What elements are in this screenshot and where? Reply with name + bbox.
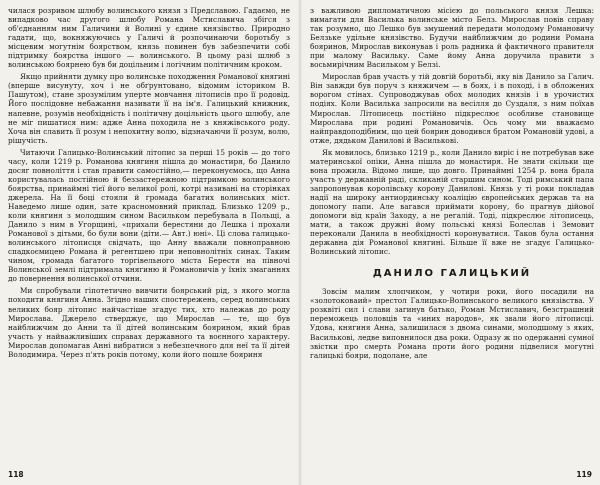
paragraph: Мирослав брав участь у тій довгій боротьбі, яку вів Данило за Галич. Він завжди був поруч з княжичем — в боях, і в поході, і в обложених ворогом стінах. Супроводжував обох молодих князів і в урочистих подіях. Коли Василька запросили на весілля до Суздаля, з ним поїхав Мирослав. Літописець постійно підкреслює особливе становище Мирослава при родині Романовичів. Ось чому ми вважаємо найправдоподібним, що цей боярин доводився братом Романовій удові, а отже, дядьком Данилові й Василькові. (310, 72, 594, 145)
paragraph: Читаючи Галицько-Волинський літопис за перші 15 років — до того часу, коли 1219 р. Романова княгиня пішла до монастиря, бо Данило досяг повноліття і став правити самостійно,— переконуємось, що Анна користувалась постійною й беззастережною підтримкою волинського боярства, принаймні тієї його великої ролі, котрі називані на сторінках джерела. На її боці стояли й громада багатих волинських міст. Наведемо лише один, зате красномовний приклад. Близько 1209 р., коли княгиня з молодшим сином Васильком перебувала в Польщі, а Данило з ним в Угорщині, «прихали берестяни до Лешка і прохали Романової з дітьми, бо були вони (діти.— Авт.) юні». Ці слова галицько-волинського літописця свідчать, що Анну вважали повноправною спадкоємицею Романа й регентшею при неповнолітніх синах. Таким чином, громада багатого торгівельного міста Берестя на півночі Волинської землі підтримала княгиню й Романовичів у їхніх змаганнях до повернення волинської отчини. (8, 147, 290, 284)
paragraph: з важливою дипломатичною місією до польського князя Лешка: вимагати для Василька волинське місто Белз. Мирослав повів справу так розумно, що Лешко був змушений передати молодому Романовичу Белзьке удільне князівство. Будучи найближчим до родини Романа бояринов, Мирослав виконував і роль радника й фактичного правителя при малому Васильку. Саме йому Анна доручила правити з восьмирічним Васильком у Белзі. (310, 6, 594, 70)
right-page (304, 0, 600, 485)
section-heading: ДАНИЛО ГАЛИЦЬКИЙ (372, 268, 532, 280)
paragraph: Ми спробували гіпотетично вивчити боярський рід, з якого могла походити княгиня Анна. Згідно наших спостережень, серед волинських великих бояр літопис найчастіше згадує тих, хто належав до роду Мирослава. Джерело стверджує, що Мирослав — те, що був найближчим до Анни та її дітей волинським боярином, який брав участь у найважливіших справах державного та воєнного характеру. Мирослав допомагав Анні вибратися з небезпечного для неї та її дітей Володимира. Через п'ять років потому, коли його пошле бояриня (8, 286, 290, 359)
page-number: 119 (576, 470, 592, 479)
paragraph: Зовсім малим хлопчиком, у чотири роки, його посадили на «золотоковаий» престол Галицько-Волинського великого князівства. У розквіті сил і слави загинув батько, Роман Мстиславич, безстрашний переможець половців та «иних народов», як звали його літописці. Удова, княгиня Анна, залишилася з двома синами, молодшому з яких, Васильковi, ледве виповнилося два роки. Одразу ж по одержанні сумної звістки про смерть Романа проти його родини підвелися могутні галицькі бояри, подолане, але (310, 287, 594, 360)
paragraph: Як мовилось, близько 1219 р., коли Данило виріс і не потребував вже материнської опіки, Анна пішла до монастиря. Не знати скільки ще вона прожила. Відомо лише, що довго. Принаймні 1254 р. вона брала участь у державній раді, скликаній старшим сином. Тоді римський папа запропонував королівську корону Данилові. Князь у ті роки покладав надії на широку антиординську коаліцію європейських держав та на допомогу папи. Але вагався приймати корону, бо прагнув дійової допомоги від країн Заходу, а не регалій. Тоді, підкреслює літописець, мати, а також дружні йому польські князі Болеслав і Земовит переконали Данила в необхідності коронуватися. Таков була остання державна дія Романової княгині. Більше її вже не згадує Галицько-Волинський літопис. (310, 147, 594, 257)
left-page (0, 0, 296, 485)
book-gutter (298, 0, 302, 485)
paragraph: Якщо прийняти думку про волинське походження Романової княгині (вперше висунуту, хоч і не обґрунтовано, відомим істориком В. Пашутом), стане зрозумілим уперте мовчання літописів про її родовід. Його послідовне небажання називати її на ім'я. Галицький книжник, напевне, розумів необхідність і політичну доцільність цього шлюбу, але не міг пишатися ним: адже Анна походила не з княжівського роду. Хоча він славить її розум і непохитну волю, відзначаючи її розум, волю, рішучість. (8, 72, 290, 145)
page-number: 118 (8, 470, 24, 479)
paragraph: чилася розривом шлюбу волинського князя з Предславою. Гадаємо, не випадково час другого шлюбу Романа Мстиславича збігся з об'єднанням ним Галичини й Волині у єдине князівство. Природно гадати, що, вокняжуючись у Галичі й розпочинаючи боротьбу з місцевим могутнім боярством, князь повинен був забезпечити собі підтримку боярства іншого — волинського. В цьому разі шлюб з волинською боярнею був би доцільним і логічним політичним кроком. (8, 6, 290, 70)
